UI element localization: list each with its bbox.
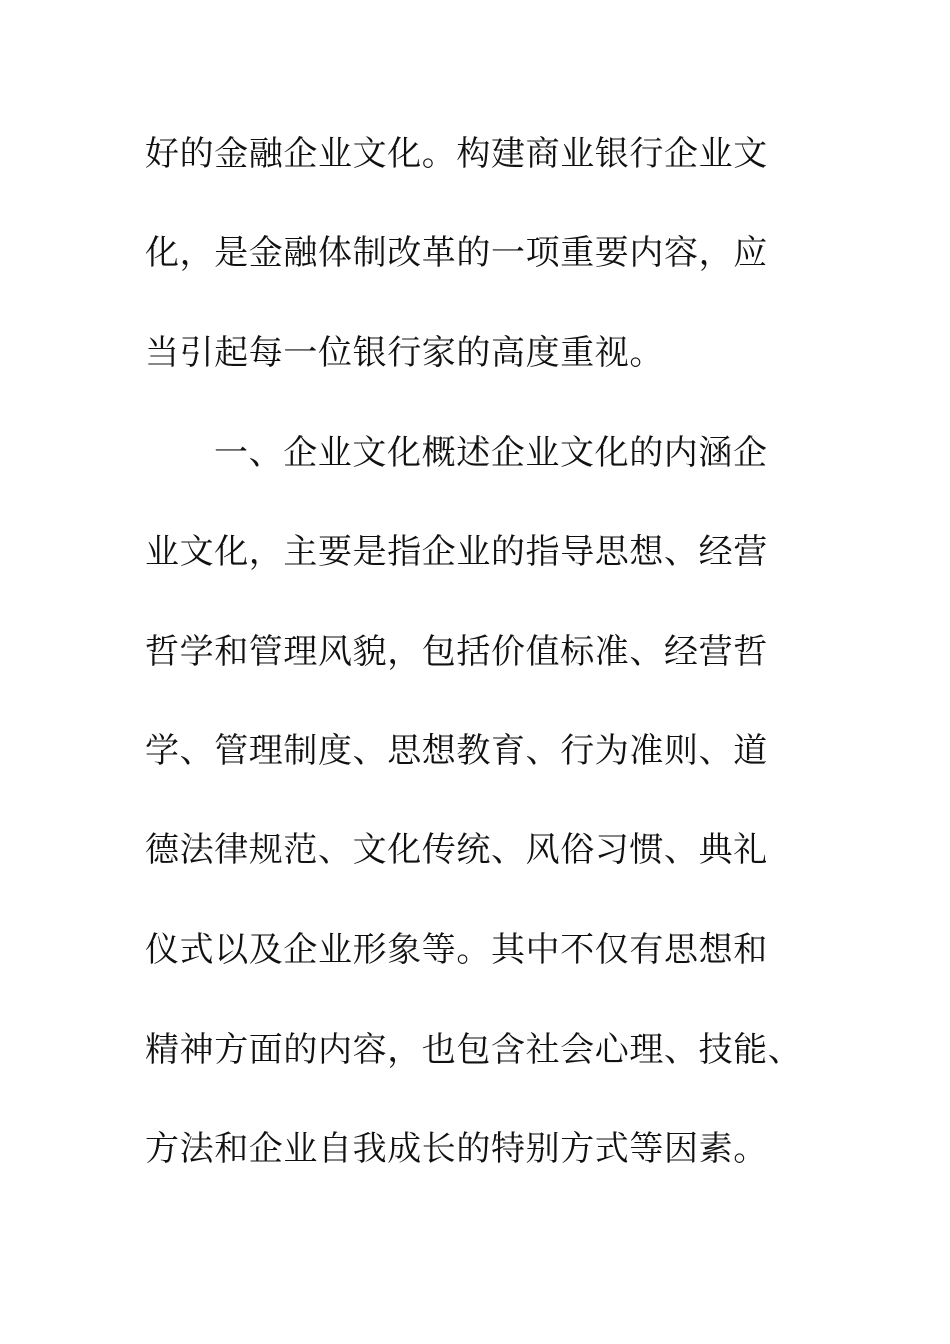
text-line: 德法律规范、文化传统、风俗习惯、典礼 [145, 830, 768, 870]
text-line: 好的金融企业文化。构建商业银行企业文 [145, 134, 768, 174]
text-line: 方法和企业自我成长的特别方式等因素。 [145, 1129, 768, 1169]
text-line: 化，是金融体制改革的一项重要内容，应 [145, 233, 768, 273]
section-heading-line: 一、企业文化概述企业文化的内涵企 [214, 433, 768, 473]
text-line: 业文化，主要是指企业的指导思想、经营 [145, 532, 768, 572]
text-line: 精神方面的内容，也包含社会心理、技能、 [145, 1030, 803, 1070]
text-line: 仪式以及企业形象等。其中不仅有思想和 [145, 930, 768, 970]
text-line: 哲学和管理风貌，包括价值标准、经营哲 [145, 632, 768, 672]
text-line: 学、管理制度、思想教育、行为准则、道 [145, 731, 768, 771]
text-line: 当引起每一位银行家的高度重视。 [145, 333, 664, 373]
